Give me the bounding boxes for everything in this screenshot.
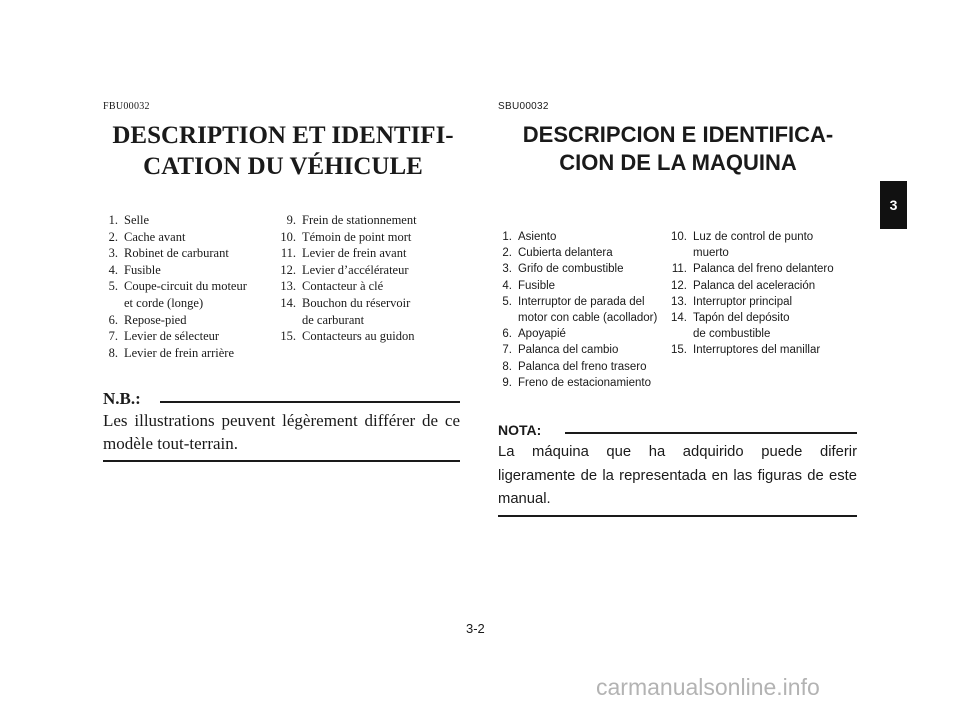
list-item-label: Contacteur à clé — [302, 279, 384, 294]
list-item — [661, 278, 834, 294]
list-item — [661, 261, 834, 277]
list-item-number: 10. — [280, 229, 296, 244]
list-item — [100, 312, 247, 329]
list-item-number: 8. — [502, 360, 512, 373]
list-item-number: 1. — [108, 213, 118, 227]
list-item-number: 13. — [280, 279, 296, 294]
note-top-rule-fr — [160, 401, 460, 403]
list-item-label: Interruptor de parada del — [518, 295, 645, 308]
list-item-number: 10. — [671, 231, 687, 243]
list-item — [661, 310, 834, 326]
list-item-label: Cubierta delantera — [518, 247, 613, 260]
list-item-number: 2. — [502, 247, 512, 260]
list-item — [661, 229, 834, 245]
title-line-1: DESCRIPTION ET IDENTIFI- — [112, 122, 454, 149]
note-text-es: La máquina que ha adquirido puede diferir ligeramente de la representada en las figuras de este manual. — [498, 444, 857, 507]
list-item-number — [661, 326, 693, 342]
list-item — [270, 212, 417, 229]
list-item-number: 6. — [502, 328, 512, 341]
list-item-label: Levier de frein arrière — [124, 345, 234, 360]
note-top-rule-es — [565, 432, 857, 434]
list-item-number: 1. — [502, 231, 512, 243]
note-label-es: NOTA: — [498, 422, 542, 438]
list-item — [270, 295, 417, 312]
section-code-fr: FBU00032 — [103, 101, 150, 112]
list-item-label: Palanca del aceleración — [693, 279, 816, 292]
list-item-label: Levier de sélecteur — [124, 329, 220, 344]
list-item — [496, 310, 657, 326]
list-item-label: Palanca del cambio — [518, 344, 619, 357]
list-item-label: de combustible — [693, 328, 771, 341]
page-number: 3-2 — [466, 621, 485, 636]
title-line-2: CATION DU VÉHICULE — [143, 153, 423, 181]
list-item-number — [100, 295, 124, 312]
list-item-label: Grifo de combustible — [518, 263, 624, 276]
list-item-number: 15. — [671, 344, 687, 357]
note-bottom-rule-es — [498, 515, 857, 517]
list-item — [270, 262, 417, 279]
list-item-number: 9. — [502, 376, 512, 389]
list-item-number: 5. — [502, 295, 512, 308]
list-item-number: 7. — [108, 329, 118, 344]
list-item-label: Robinet de carburant — [124, 246, 229, 261]
list-item-number: 3. — [502, 263, 512, 276]
list-item-label: Contacteurs au guidon — [302, 329, 415, 344]
parts-list-es-col1 — [496, 229, 657, 391]
list-item-label: Levier d’accélérateur — [302, 262, 409, 277]
list-item-label: Asiento — [518, 231, 557, 243]
title-line-1: DESCRIPCION E IDENTIFICA- — [522, 122, 834, 147]
list-item-number: 7. — [502, 344, 512, 357]
list-item-number — [661, 245, 693, 261]
list-item-number: 3. — [108, 246, 118, 261]
list-item-label: Interruptores del manillar — [693, 344, 821, 357]
section-tab: 3 — [880, 181, 907, 229]
list-item — [496, 375, 657, 391]
list-item-number: 9. — [286, 213, 296, 227]
list-item-number: 5. — [108, 279, 118, 294]
list-item — [496, 245, 657, 261]
list-item-number: 13. — [671, 295, 687, 308]
list-item-label: Freno de estacionamiento — [518, 376, 651, 389]
list-item-number: 12. — [671, 279, 687, 292]
note-text-fr: Les illustrations peuvent légèrement différer de ce modèle tout-terrain. — [103, 411, 460, 453]
list-item-number: 12. — [280, 262, 296, 277]
list-item-number: 14. — [671, 312, 687, 325]
list-item-label: de carburant — [302, 312, 365, 327]
parts-list-es-col2 — [661, 229, 834, 359]
section-code-es: SBU00032 — [498, 101, 549, 112]
parts-list-fr-col1 — [100, 212, 247, 361]
list-item — [100, 328, 247, 345]
list-item — [100, 295, 247, 312]
list-item-number — [496, 310, 518, 326]
page-title-fr — [100, 120, 466, 183]
list-item — [496, 359, 657, 375]
list-item — [661, 326, 834, 342]
list-item-label: Fusible — [124, 262, 161, 277]
list-item — [661, 245, 834, 261]
list-item — [661, 342, 834, 358]
list-item-label: Cache avant — [124, 229, 186, 244]
list-item-label: et corde (longe) — [124, 295, 204, 310]
list-item — [270, 245, 417, 262]
list-item-number: 14. — [280, 295, 296, 310]
list-item-number: 8. — [108, 345, 118, 360]
list-item — [100, 229, 247, 246]
list-item — [496, 261, 657, 277]
list-item-label: Témoin de point mort — [302, 229, 412, 244]
title-line-2: CION DE LA MAQUINA — [559, 149, 797, 175]
list-item-number: 4. — [108, 262, 118, 277]
list-item-label: Luz de control de punto — [693, 231, 814, 243]
list-item-number: 4. — [502, 279, 512, 292]
list-item — [270, 278, 417, 295]
list-item — [100, 245, 247, 262]
page-title-es — [496, 121, 860, 176]
list-item-label: Coupe-circuit du moteur — [124, 279, 247, 294]
list-item-label: Tapón del depósito — [693, 312, 790, 325]
list-item-label: Frein de stationnement — [302, 213, 417, 227]
list-item-label: Selle — [124, 213, 149, 227]
list-item-label: Interruptor principal — [693, 295, 793, 308]
list-item-label: Levier de frein avant — [302, 246, 407, 261]
list-item-label: Apoyapié — [518, 328, 566, 341]
list-item-label: Bouchon du réservoir — [302, 295, 411, 310]
watermark: carmanualsonline.info — [596, 674, 820, 700]
list-item — [270, 229, 417, 246]
list-item-label: Palanca del freno delantero — [693, 263, 834, 276]
list-item — [496, 294, 657, 310]
list-item — [100, 262, 247, 279]
list-item — [496, 229, 657, 245]
list-item — [100, 212, 247, 229]
list-item-number: 2. — [108, 229, 118, 244]
list-item — [100, 278, 247, 295]
parts-list-fr-col2 — [270, 212, 417, 345]
list-item-number: 11. — [671, 263, 687, 276]
list-item — [496, 342, 657, 358]
list-item — [661, 294, 834, 310]
list-item-number: 6. — [108, 312, 118, 327]
list-item-number: 11. — [280, 246, 296, 261]
note-label-fr: N.B.: — [103, 389, 141, 408]
list-item-label: Fusible — [518, 279, 556, 292]
list-item-label: Palanca del freno trasero — [518, 360, 647, 373]
list-item-label: motor con cable (acollador) — [518, 312, 658, 325]
list-item-label: muerto — [693, 247, 729, 260]
list-item — [496, 278, 657, 294]
list-item-number — [270, 312, 302, 329]
list-item — [496, 326, 657, 342]
list-item-number: 15. — [280, 329, 296, 344]
note-bottom-rule-fr — [103, 460, 460, 462]
list-item — [270, 328, 417, 345]
list-item — [270, 312, 417, 329]
list-item — [100, 345, 247, 362]
list-item-label: Repose-pied — [124, 312, 187, 327]
